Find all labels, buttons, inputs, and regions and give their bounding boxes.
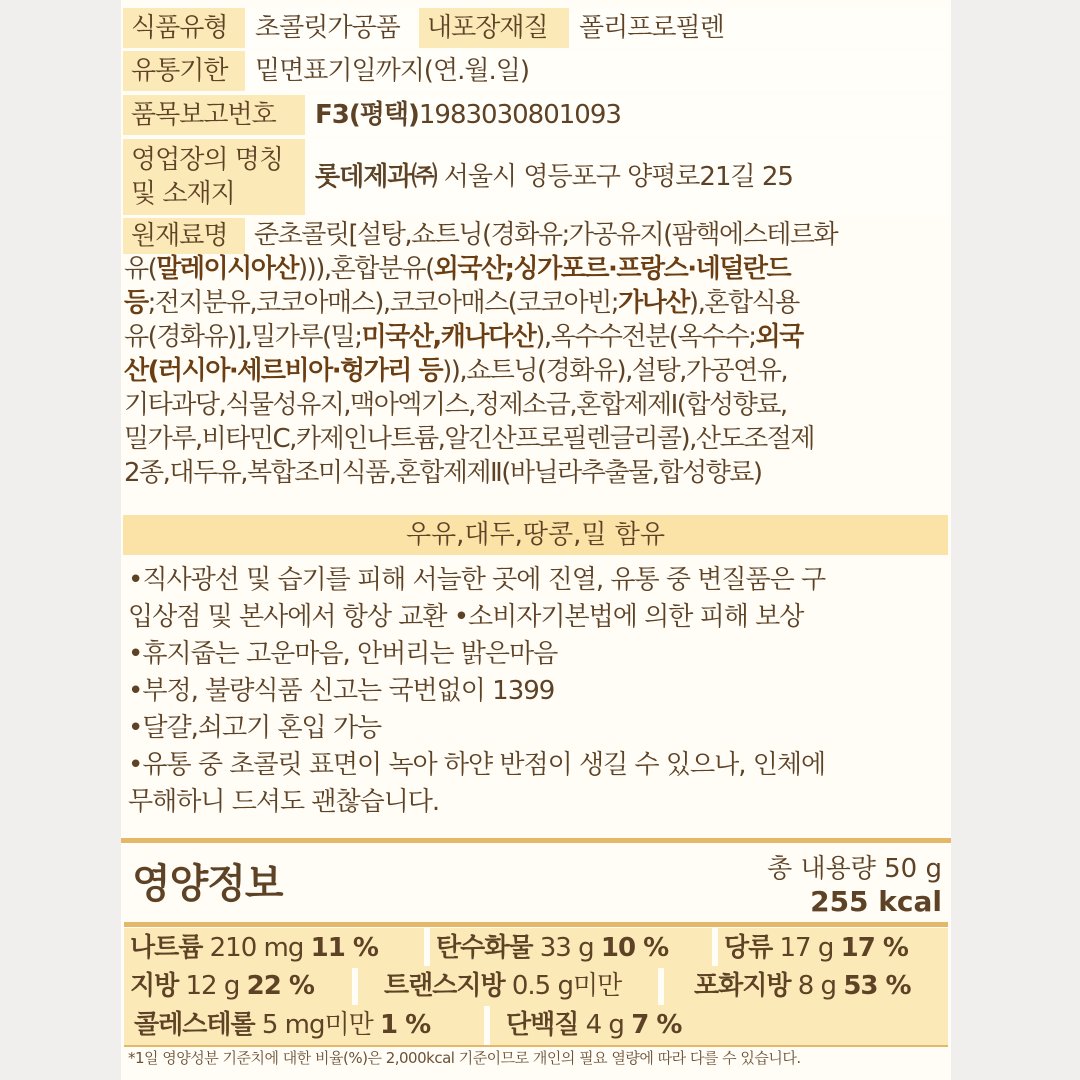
- nutrient-protein: [490, 1005, 948, 1045]
- calories: 255 kcal: [810, 885, 942, 918]
- nutrient-amount: 5 mg미만: [254, 1010, 380, 1040]
- ing-text: 유(: [124, 254, 157, 284]
- food-type-label: 식품유형: [123, 8, 245, 48]
- note-line: •부정, 불량식품 신고는 국번없이 1399: [128, 676, 555, 706]
- ing-text: ),혼합식용: [688, 288, 799, 318]
- nutrient-name: 단백질: [506, 1010, 579, 1040]
- report-label: 품목보고번호: [123, 95, 305, 135]
- ing-origin: 외국산;싱가포르·프랑스·네덜란드: [433, 254, 791, 284]
- nutrient-name: 콜레스테롤: [134, 1010, 255, 1040]
- ing-origin: 산(러시아·세르비아·헝가리 등: [124, 356, 443, 386]
- nutrient-amount: 8 g: [790, 971, 844, 1001]
- nutrient-carbs: [430, 928, 712, 968]
- note-line: •달걀,쇠고기 혼입 가능: [128, 713, 382, 743]
- nutrient-name: 탄수화물: [436, 933, 533, 963]
- allergen-bar: 우유,대두,땅콩,밀 함유: [123, 515, 948, 555]
- note-line: •유통 중 초콜릿 표면이 녹아 하얀 반점이 생길 수 있으나, 인체에: [128, 750, 826, 780]
- nutrition-footnote: *1일 영양성분 기준치에 대한 비율(%)은 2,000kcal 기준이므로 개인의 필요 열량에 따라 다를 수 있습니다.: [128, 1049, 801, 1067]
- company-value: [307, 139, 948, 215]
- nutrient-pct: 17 %: [840, 933, 908, 963]
- ingredients-line: 기타과당,식물성유지,맥아엑기스,정제소금,혼합제제Ⅰ(합성향료,: [124, 390, 787, 420]
- packaging-value: 폴리프로필렌: [571, 8, 948, 48]
- ingredients-line: 2종,대두유,복합조미식품,혼합제제Ⅱ(바닐라추출물,합성향료): [124, 458, 762, 488]
- note-line: 입상점 및 본사에서 항상 교환 •소비자기본법에 의한 피해 보상: [128, 602, 804, 632]
- ingredients-line: 밀가루,비타민C,카제인나트륨,알긴산프로필렌글리콜),산도조절제: [124, 424, 814, 454]
- nutrient-pct: 22 %: [246, 971, 314, 1001]
- nutrient-cholesterol: [124, 1005, 484, 1045]
- ing-origin: 외국: [755, 322, 803, 352]
- nutrition-divider: [124, 922, 948, 927]
- nutrient-trans-fat: [358, 966, 658, 1006]
- nutrient-sugars: [718, 928, 948, 968]
- ingredients-line: [124, 320, 948, 354]
- expiry-value: 밑면표기일까지(연.월.일): [247, 51, 948, 91]
- report-number: 1983030801093: [418, 100, 621, 130]
- nutrient-amount: 33 g: [532, 933, 601, 963]
- nutrient-name: 트랜스지방: [384, 971, 505, 1001]
- ingredients-line: [124, 252, 948, 286]
- notes-list: [128, 562, 948, 821]
- ingredients-text: [124, 218, 948, 490]
- company-label: [123, 139, 305, 215]
- nutrient-amount: 4 g: [578, 1010, 632, 1040]
- ing-text: ),옥수수전분(옥수수;: [535, 322, 756, 352]
- nutrient-sat-fat: [664, 966, 948, 1006]
- company-address: 서울시 영등포구 양평로21길 25: [436, 162, 793, 192]
- expiry-label: 유통기한: [123, 51, 245, 91]
- nutrient-amount: 17 g: [772, 933, 841, 963]
- note-line: •직사광선 및 습기를 피해 서늘한 곳에 진열, 유통 중 변질품은 구: [128, 565, 826, 595]
- report-prefix: F3(평택): [315, 100, 419, 130]
- company-name: 롯데제과㈜: [315, 162, 437, 192]
- nutrient-pct: 7 %: [631, 1010, 682, 1040]
- ing-text: ))),혼합분유(: [297, 254, 434, 284]
- ing-origin: 등: [124, 288, 148, 318]
- nutrition-title: 영양정보: [132, 861, 283, 907]
- ingredients-line: 준초콜릿[설탕,쇼트닝(경화유;가공유지(팜핵에스테르화: [254, 220, 838, 250]
- food-type-value: 초콜릿가공품: [247, 8, 417, 48]
- ingredients-line: [124, 354, 948, 388]
- nutrient-name: 당류: [724, 933, 773, 963]
- ingredients-label: 원재료명: [123, 218, 245, 254]
- ing-origin: 가나산: [618, 288, 689, 318]
- total-content: 총 내용량 50 g: [767, 854, 942, 884]
- note-line: 무해하니 드셔도 괜찮습니다.: [128, 787, 440, 817]
- nutrient-pct: 10 %: [600, 933, 669, 963]
- nutrient-pct: 11 %: [310, 933, 378, 963]
- nutrient-amount: 0.5 g미만: [504, 971, 622, 1001]
- nutrient-name: 지방: [130, 971, 179, 1001]
- packaging-label: 내포장재질: [419, 8, 569, 48]
- nutrient-amount: 210 mg: [202, 933, 311, 963]
- nutrient-sodium: [124, 928, 424, 968]
- ing-text: )),쇼트닝(경화유),설탕,가공연유,: [442, 356, 788, 386]
- company-label-line1: 영업장의 명칭: [131, 145, 283, 175]
- nutrient-fat: [124, 966, 352, 1006]
- ing-origin: 말레이시아산: [156, 254, 298, 284]
- nutrient-amount: 12 g: [178, 971, 247, 1001]
- nutrient-pct: 1 %: [380, 1010, 431, 1040]
- company-label-line2: 및 소재지: [131, 179, 235, 209]
- report-value: [307, 95, 948, 135]
- section-divider: [121, 838, 951, 843]
- nutrient-pct: 53 %: [843, 971, 911, 1001]
- ing-text: ;전지분유,코코아매스),코코아매스(코코아빈;: [147, 288, 619, 318]
- nutrient-name: 나트륨: [130, 933, 203, 963]
- ing-text: 유(경화유)],밀가루(밀;: [124, 322, 362, 352]
- note-line: •휴지줍는 고운마음, 안버리는 밝은마음: [128, 639, 558, 669]
- nutrient-name: 포화지방: [694, 971, 791, 1001]
- ingredients-line: [124, 286, 948, 320]
- ing-origin: 미국산,캐나다산: [361, 322, 536, 352]
